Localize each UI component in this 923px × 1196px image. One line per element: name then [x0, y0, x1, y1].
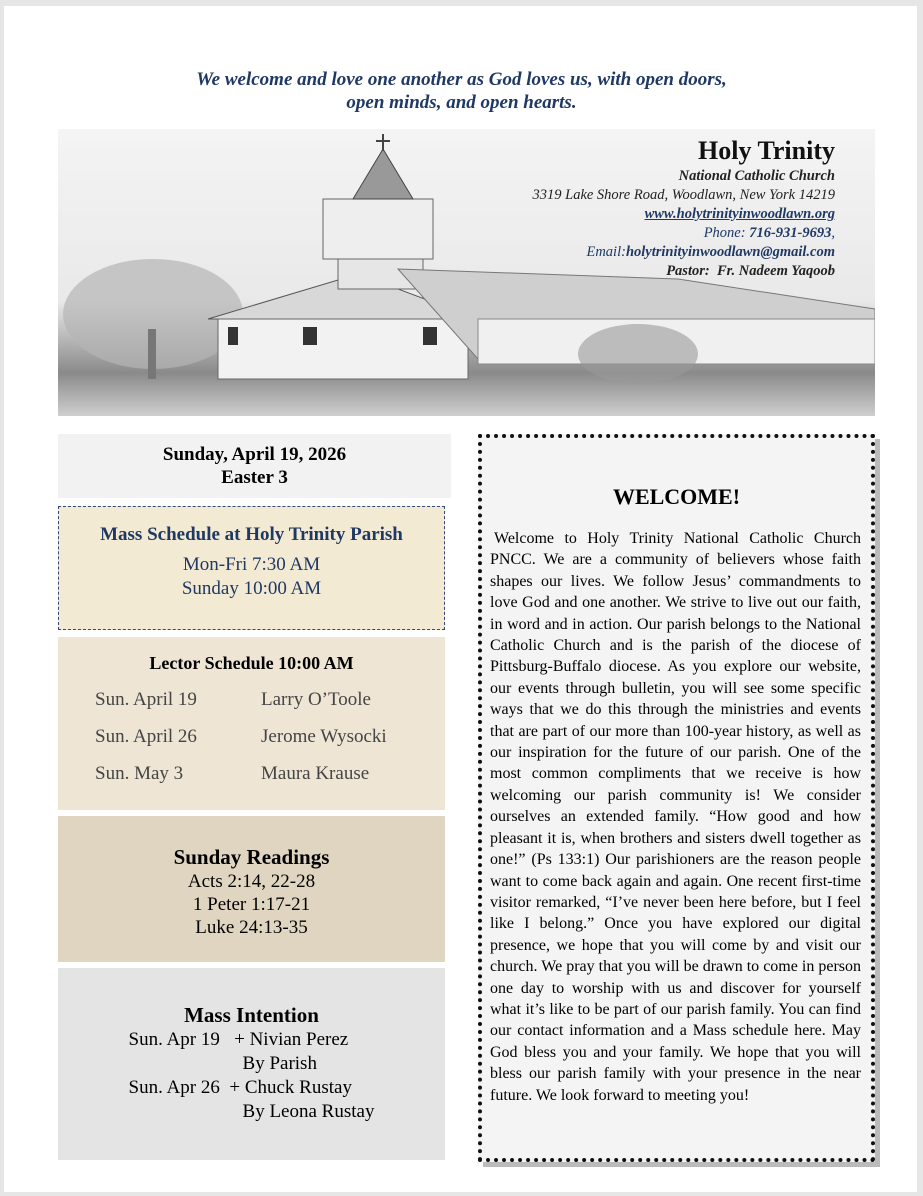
church-banner	[58, 129, 875, 416]
lector-date: Sun. April 19	[95, 689, 197, 710]
mass-time: Sunday 10:00 AM	[181, 578, 322, 599]
intention-line: Sun. Apr 26 + Chuck Rustay	[128, 1077, 352, 1098]
church-subtitle: National Catholic Church	[678, 168, 835, 184]
welcome-text: Welcome to Holy Trinity National Catholic Church PNCC. We are a community of believers whose faith shapes our lives. We follow Jesus’ commandments to love God and one another. We strive to live out our faith, in word and in action. Our parish belongs to the National Catholic Church and is the parish of the diocese of Pittsburg-Buffalo diocese. As you explore our website, our events through bulletin, you will see some specific ways that we do this through the ministries and events that are part of our more than 100-year history, as well as our inspiration for the future of our parish. One of the most common compliments that we receive is how welcoming our parish community is! We consider ourselves an extended family. “How good and how pleasant it is, when brothers and sisters dwell together as one!” (Ps 133:1) Our parishioners are the reason people want to come back again and again. One recent first-time visitor remarked, “I’ve never been here before, but I feel like I belong.” Once you have explored our digital presence, we hope that you will come by and visit our church. We pray that you will be drawn to come in person one day to worship with us and discover for yourself what it’s like to be part of our parish family. You can find our contact information and a Mass schedule here. May God bless you and your family. We hope that you will bless our parish family with your presence in the near future. We look forward to meeting you!	[490, 530, 861, 1104]
intention-line: By Leona Rustay	[128, 1101, 375, 1122]
motto-line: We welcome and love one another as God loves us, with open doors,	[196, 69, 727, 90]
church-address: 3319 Lake Shore Road, Woodlawn, New York 14219	[532, 187, 835, 203]
welcome-box	[478, 434, 875, 1162]
reading: Luke 24:13-35	[195, 917, 308, 938]
lector-date: Sun. May 3	[95, 763, 184, 784]
motto	[0, 68, 923, 114]
date-box	[58, 434, 451, 498]
mass-intention-box	[58, 968, 445, 1160]
lector-row	[58, 688, 445, 712]
intention-line: By Parish	[128, 1053, 317, 1074]
date-line: Sunday, April 19, 2026	[162, 444, 347, 465]
mass-time: Mon-Fri 7:30 AM	[182, 554, 321, 575]
mass-schedule-box	[58, 506, 445, 630]
reading: 1 Peter 1:17-21	[192, 894, 311, 915]
lector-row	[58, 762, 445, 786]
lector-date: Sun. April 26	[95, 726, 197, 747]
phone-label: Phone:	[703, 225, 750, 241]
readings-title: Sunday Readings	[173, 845, 330, 869]
reading: Acts 2:14, 22-28	[187, 871, 316, 892]
pastor-label: Pastor	[666, 263, 705, 279]
lector-name: Maura Krause	[261, 763, 370, 784]
readings-box	[58, 816, 445, 962]
lector-title: Lector Schedule 10:00 AM	[149, 653, 354, 673]
phone-number: 716-931-9693	[749, 225, 832, 241]
mass-schedule-title: Mass Schedule at Holy Trinity Parish	[100, 524, 403, 545]
lector-name: Jerome Wysocki	[261, 726, 387, 747]
church-name: Holy Trinity	[698, 136, 835, 165]
intention-line: Sun. Apr 19 + Nivian Perez	[128, 1029, 349, 1050]
email-address[interactable]: holytrinityinwoodlawn@gmail.com	[625, 244, 835, 260]
lector-schedule-box	[58, 637, 445, 810]
pastor-name: Fr. Nadeem Yaqoob	[716, 263, 835, 279]
motto-line: open minds, and open hearts.	[346, 92, 577, 113]
church-info: Holy Trinity National Catholic Church 3319 Lake Shore Road, Woodlawn, New York 14219 www.holytrinityinwoodlawn.org Phone: 716-931-9693, Email:holytrinityinwoodlawn@gmail.com Pastor: Fr. Nadeem Yaqoob	[532, 136, 835, 279]
intention-title: Mass Intention	[184, 1003, 319, 1027]
lector-row	[58, 725, 445, 749]
liturgical-day: Easter 3	[221, 467, 288, 488]
website-link[interactable]: www.holytrinityinwoodlawn.org	[644, 206, 835, 222]
email-label: Email:	[586, 244, 626, 260]
welcome-title: WELCOME!	[612, 484, 741, 509]
lector-name: Larry O’Toole	[261, 689, 371, 710]
